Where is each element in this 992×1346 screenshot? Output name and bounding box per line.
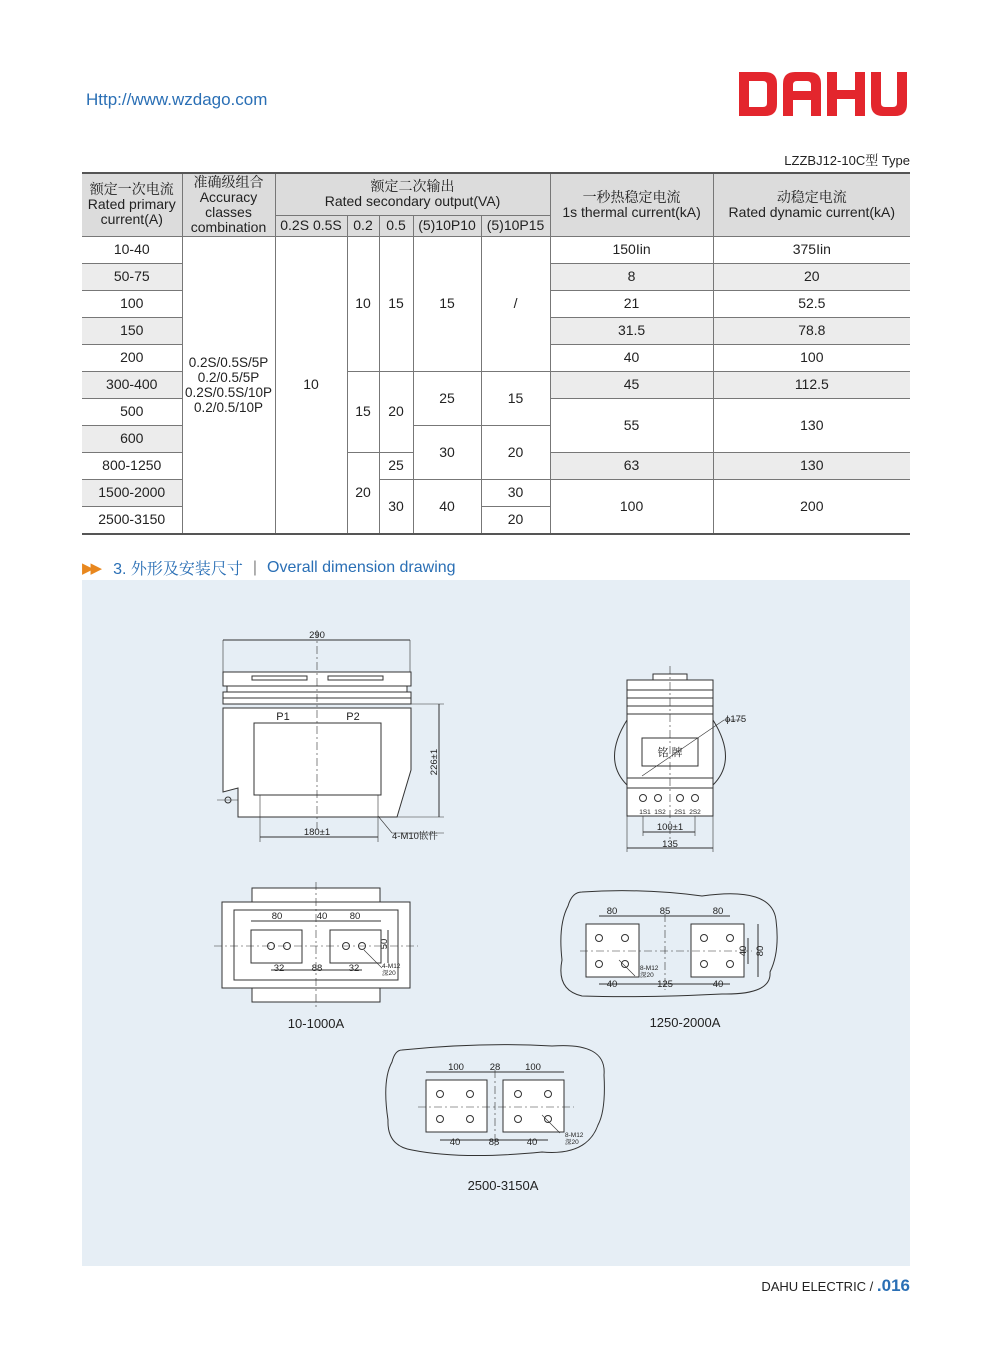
dim: 88 (488, 1137, 500, 1148)
specification-table (82, 172, 910, 535)
value-cell: / (481, 236, 550, 371)
thermal-cell: 45 (550, 371, 713, 398)
value-cell: 10 (347, 236, 379, 371)
primary-current-cell: 300-400 (82, 371, 182, 398)
dim: 88 (311, 963, 323, 974)
label-p1: P1 (276, 711, 290, 723)
value-cell: 30 (379, 479, 413, 534)
primary-current-cell: 10-40 (82, 236, 182, 263)
value-cell: 20 (347, 452, 379, 534)
thermal-cell: 63 (550, 452, 713, 479)
primary-current-cell: 500 (82, 398, 182, 425)
primary-current-cell: 2500-3150 (82, 506, 182, 534)
value-cell: 30 (413, 425, 481, 479)
value-cell: 15 (481, 371, 550, 425)
primary-current-cell: 150 (82, 317, 182, 344)
footer-brand: DAHU ELECTRIC / (761, 1279, 877, 1294)
terminal-label: 1S2 (654, 809, 666, 816)
dynamic-cell: 78.8 (713, 317, 910, 344)
front-view (217, 630, 444, 842)
dahu-logo (737, 70, 909, 118)
thermal-cell: 21 (550, 290, 713, 317)
section-title-en: Overall dimension drawing (267, 558, 456, 576)
value-cell: 20 (379, 371, 413, 452)
dimension-drawings (82, 580, 910, 1266)
dynamic-cell: 112.5 (713, 371, 910, 398)
bolt-label: 8-M12 (640, 965, 659, 972)
value-cell: 25 (413, 371, 481, 425)
dim: 125 (657, 979, 673, 990)
dynamic-cell: 375Iin (713, 236, 910, 263)
subheader-10p10: (5)10P10 (413, 215, 481, 236)
depth-label: 深20 (640, 972, 654, 979)
header-secondary-output: 额定二次输出 Rated secondary output(VA) (275, 173, 550, 215)
dim-front-width: 290 (309, 630, 325, 641)
value-cell: 15 (379, 236, 413, 371)
depth-label: 深20 (565, 1139, 579, 1146)
dim: 28 (489, 1062, 501, 1073)
dim: 80 (712, 906, 724, 917)
value-cell: 15 (413, 236, 481, 371)
header-dynamic: 动稳定电流 Rated dynamic current(kA) (713, 173, 910, 236)
dim: 32 (348, 963, 360, 974)
value-cell: 30 (481, 479, 550, 506)
value-cell: 25 (379, 452, 413, 479)
dynamic-cell: 20 (713, 263, 910, 290)
dim: 40 (606, 979, 618, 990)
thermal-cell: 100 (550, 479, 713, 534)
depth-label: 深20 (382, 970, 396, 977)
dim-diameter: ϕ175 (725, 714, 747, 725)
thermal-cell: 150Iin (550, 236, 713, 263)
thermal-cell: 31.5 (550, 317, 713, 344)
terminal-label: 2S2 (689, 809, 701, 816)
dim: 40 (712, 979, 724, 990)
table-row (82, 236, 910, 263)
label-p2: P2 (346, 711, 360, 723)
value-cell: 15 (347, 371, 379, 452)
dim-terminal-spacing: 100±1 (656, 822, 684, 833)
primary-current-cell: 100 (82, 290, 182, 317)
value-cell: 20 (481, 506, 550, 534)
section-title-cn: 3. 外形及安装尺寸 (113, 561, 243, 578)
dim: 40 (449, 1137, 461, 1148)
dynamic-cell: 52.5 (713, 290, 910, 317)
dim: 50 (379, 938, 390, 950)
primary-current-cell: 600 (82, 425, 182, 452)
primary-current-cell: 50-75 (82, 263, 182, 290)
dim: 32 (273, 963, 285, 974)
header-thermal: 一秒热稳定电流 1s thermal current(kA) (550, 173, 713, 236)
page-number: .016 (876, 1276, 910, 1295)
type-label: LZZBJ12-10C型 Type (784, 153, 910, 168)
value-cell: 20 (481, 425, 550, 479)
footer (761, 1276, 910, 1296)
dimension-drawing-area (82, 580, 910, 1266)
dim-front-base: 180±1 (303, 827, 331, 838)
thermal-cell: 55 (550, 398, 713, 452)
dynamic-cell: 200 (713, 479, 910, 534)
header-primary-current: 额定一次电流 Rated primary current(A) (82, 173, 182, 236)
primary-current-cell: 800-1250 (82, 452, 182, 479)
dim: 80 (271, 911, 283, 922)
dim: 85 (659, 906, 671, 917)
dynamic-cell: 100 (713, 344, 910, 371)
caption-1250-2000a: 1250-2000A (649, 1015, 721, 1030)
label-insert: 4-M10嵌件 (392, 831, 438, 842)
dim: 100 (525, 1062, 541, 1073)
primary-current-cell: 200 (82, 344, 182, 371)
dynamic-cell: 130 (713, 398, 910, 452)
dim: 40 (738, 945, 749, 957)
terminal-label: 2S1 (674, 809, 686, 816)
header-accuracy: 准确级组合 Accuracy classes combination (182, 173, 275, 236)
dim: 80 (349, 911, 361, 922)
dim-front-height: 226±1 (429, 748, 440, 776)
dim: 80 (755, 945, 766, 957)
subheader-02: 0.2 (347, 215, 379, 236)
caption-10-1000a: 10-1000A (287, 1016, 345, 1031)
primary-current-cell: 1500-2000 (82, 479, 182, 506)
bolt-label: 8-M12 (565, 1132, 584, 1139)
subheader-02s05s: 0.2S 0.5S (275, 215, 347, 236)
label-nameplate: 铭 牌 (657, 747, 683, 759)
subheader-10p15: (5)10P15 (481, 215, 550, 236)
dynamic-cell: 130 (713, 452, 910, 479)
terminal-label: 1S1 (639, 809, 651, 816)
subheader-05: 0.5 (379, 215, 413, 236)
value-cell: 10 (275, 236, 347, 534)
dim: 100 (448, 1062, 464, 1073)
section-heading (82, 556, 456, 579)
dim: 40 (316, 911, 328, 922)
dim: 40 (526, 1137, 538, 1148)
bolt-label: 4-M12 (382, 963, 401, 970)
dim: 80 (606, 906, 618, 917)
dim-side-base: 135 (662, 839, 678, 850)
thermal-cell: 8 (550, 263, 713, 290)
caption-2500-3150a: 2500-3150A (467, 1178, 539, 1193)
value-cell: 40 (413, 479, 481, 534)
separator: | (252, 558, 258, 576)
double-arrow-icon: ▶▶ (82, 559, 100, 577)
website-url[interactable]: Http://www.wzdago.com (86, 90, 268, 109)
thermal-cell: 40 (550, 344, 713, 371)
accuracy-combos-cell: 0.2S/0.5S/5P 0.2/0.5/5P 0.2S/0.5S/10P 0.2/0.5/10P (182, 236, 275, 534)
